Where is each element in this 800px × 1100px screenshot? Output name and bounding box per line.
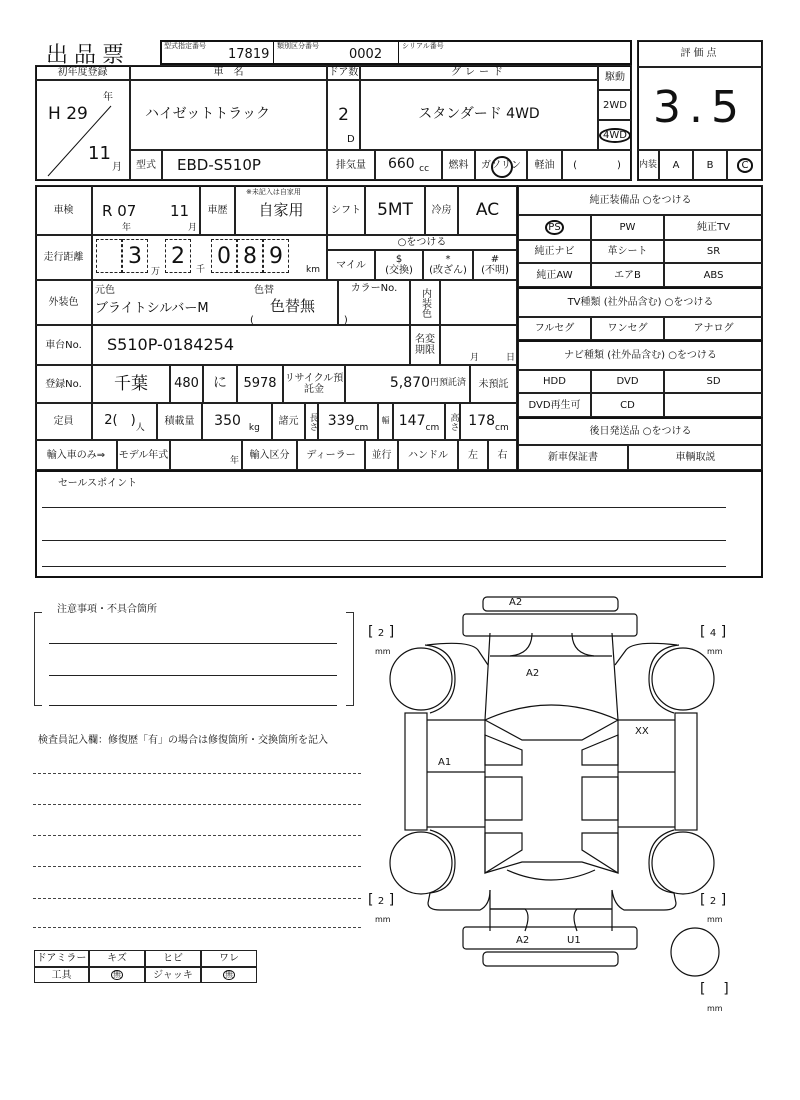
right-step [675, 713, 697, 830]
tv-analog: アナログ [664, 317, 763, 340]
equip-abs: ABS [664, 263, 763, 287]
original-color-label: 元色 [95, 285, 115, 296]
mirror-crack: ヒビ [145, 950, 201, 967]
first-reg-year: H 29 [48, 104, 88, 124]
shift-value: 5MT [365, 185, 425, 235]
month-unit: 月 [112, 162, 122, 173]
sheet-title: 出品票 [46, 43, 131, 68]
left-step [405, 713, 427, 830]
tread-front-right: [ 4 ] [700, 624, 727, 640]
mileage-label: 走行距離 [35, 235, 92, 280]
shaken-year-unit: 年 [122, 223, 132, 233]
shift-label: シフト [327, 185, 365, 235]
tools-label: 工具 [34, 967, 89, 983]
capacity-unit: 人 [135, 422, 145, 433]
model-year-unit: 年 [170, 440, 242, 470]
front-bumper-strip [483, 597, 618, 611]
equipment-header: 純正装備品 ○をつける [518, 185, 763, 215]
handle-right: 右 [488, 440, 517, 470]
mm-unit: mm [375, 915, 391, 924]
fuel-label: 燃料 [442, 150, 475, 180]
width-unit: cm [425, 422, 440, 433]
length-value: 339 [327, 412, 355, 429]
fuel-diesel: 軽油 [527, 150, 562, 180]
changed-color-label: 色替 [254, 285, 274, 296]
import-dealer: ディーラー [297, 440, 365, 470]
history-label: 車歴 [200, 185, 235, 235]
front-left-tire [390, 648, 452, 710]
mileage-digit: 9 [263, 239, 289, 273]
later-manual: 車輌取説 [628, 445, 763, 470]
history-note: ※未記入は自家用 [246, 188, 301, 196]
mileage-exchanged: $ (交換) [375, 250, 423, 280]
load-label: 積載量 [157, 403, 202, 440]
equip-aw: 純正AW [518, 263, 591, 287]
hood [485, 633, 618, 720]
tv-oneseg: ワンセグ [591, 317, 664, 340]
length-unit: cm [354, 422, 369, 433]
shaken-label: 車検 [35, 185, 92, 235]
recycle-label: リサイクル預託金 [283, 365, 345, 403]
tread-front-left: [ 2 ] [368, 624, 395, 640]
type-label: 型式 [130, 150, 162, 180]
tail-lights [490, 909, 612, 931]
left-doors [427, 720, 485, 827]
shaken-year: R 07 [102, 202, 137, 220]
not-deposited: 未預託 [470, 365, 517, 403]
displacement-label: 排気量 [327, 150, 375, 180]
navi-hdd: HDD [518, 370, 591, 393]
navi-header: ナビ種類 (社外品含む) ○をつける [518, 340, 763, 370]
recycle-amount: 5,870 [389, 375, 430, 392]
load-value: 350 [214, 412, 241, 429]
equip-pw: PW [591, 215, 664, 240]
mm-unit: mm [375, 647, 391, 656]
rear-right-tire [652, 832, 714, 894]
mm-unit: mm [707, 647, 723, 656]
mirror-broken: ワレ [201, 950, 257, 967]
displacement-value: 660 [387, 156, 415, 173]
equip-ps-circled: PS [545, 220, 563, 235]
mark-left-side: A1 [438, 757, 452, 768]
chassis-label: 車台No. [35, 325, 92, 365]
capacity-label: 定員 [35, 403, 92, 440]
displacement-unit: cc [419, 164, 430, 175]
car-name-value: ハイゼットトラック [130, 80, 327, 150]
rear-left-tire [390, 832, 452, 894]
rear-right-fender [612, 830, 676, 910]
navi-dvd: DVD [591, 370, 664, 393]
height-unit: cm [495, 422, 509, 433]
notes-label: 注意事項・不具合箇所 [57, 604, 157, 615]
recycle-status: 円預託済 [429, 378, 466, 389]
doors-unit: D [347, 134, 355, 145]
later-header: 後日発送品 ○をつける [518, 417, 763, 445]
shaken-month-unit: 月 [188, 223, 198, 233]
history-value: 自家用 [235, 185, 327, 235]
equip-tv: 純正TV [664, 215, 763, 240]
drive-2wd: 2WD [598, 90, 632, 120]
jack-none: 無 [225, 969, 233, 979]
name-change-month: 月 [470, 353, 480, 363]
import-label: 輸入車のみ⇒ [35, 440, 117, 470]
navi-cd: CD [591, 393, 664, 417]
pillar-center [485, 777, 618, 820]
color-label: 外装色 [35, 280, 92, 325]
handle-left: 左 [458, 440, 488, 470]
mileage-mile: マイル [327, 250, 375, 280]
fuel-other: ( ) [562, 150, 632, 180]
spare-tire [671, 928, 719, 976]
registration-region: 千葉 [92, 365, 170, 403]
first-reg-label: 初年度登録 [35, 65, 130, 80]
grade-label: グレード [360, 65, 598, 80]
front-right-tire [652, 648, 714, 710]
sales-point-label: セールスポイント [58, 478, 138, 489]
drive-4wd-circled: 4WD [599, 128, 631, 143]
km-unit: km [306, 265, 320, 275]
mileage-digit: 8 [237, 239, 263, 273]
grade-value: スタンダード 4WD [360, 80, 598, 150]
capacity-value: 2( ) [104, 413, 136, 429]
dims-label: 諸元 [272, 403, 305, 440]
category-label: 類別区分番号 [277, 42, 319, 50]
mirror-label: ドアミラー [34, 950, 89, 967]
type-value: EBD-S510P [162, 150, 327, 180]
mark-rear-right: U1 [567, 935, 581, 946]
registration-label: 登録No. [35, 365, 92, 403]
equip-airbag: エアB [591, 263, 664, 287]
mileage-digit: 0 [211, 239, 237, 273]
ac-value: AC [458, 185, 517, 235]
mileage-unknown: # (不明) [473, 250, 517, 280]
changed-color-paren: ( ) [250, 315, 348, 326]
mileage-tampered: * (改ざん) [423, 250, 473, 280]
model-designation-value: 17819 [228, 47, 270, 62]
equip-navi: 純正ナビ [518, 240, 591, 263]
interior-grade-c-circled: C [737, 158, 754, 173]
rear-deck [490, 890, 612, 931]
interior-grade-a: A [659, 150, 693, 181]
model-designation-label: 型式指定番号 [164, 42, 206, 50]
front-bumper [463, 614, 637, 636]
rear-left-fender [428, 830, 490, 910]
mark-front-bumper: A2 [509, 597, 523, 608]
registration-kana: に [203, 365, 237, 403]
ac-label: 冷房 [425, 185, 458, 235]
registration-number: 5978 [237, 365, 283, 403]
equip-leather: 革シート [591, 240, 664, 263]
tread-rear-left: [ 2 ] [368, 892, 395, 908]
load-unit: kg [248, 422, 260, 433]
name-change-label: 名変期限 [410, 325, 440, 365]
rear-window [485, 862, 618, 880]
original-color-value: ブライトシルバーM [95, 301, 209, 316]
import-type-label: 輸入区分 [242, 440, 297, 470]
navi-sd: SD [664, 370, 763, 393]
mirror-scratch: キズ [89, 950, 145, 967]
roof-front [485, 720, 618, 740]
year-unit: 年 [103, 92, 113, 103]
tv-fullseg: フルセグ [518, 317, 591, 340]
equip-sr: SR [664, 240, 763, 263]
mileage-mark-label: ○をつける [327, 235, 517, 250]
model-year-label: モデル年式 [117, 440, 170, 470]
width-label: 幅 [378, 403, 393, 440]
name-change-day: 日 [506, 353, 516, 363]
length-label: 長さ [305, 403, 318, 440]
inspector-label: 検査員記入欄：修復歴「有」の場合は修復箇所・交換箇所を記入 [38, 735, 328, 746]
registration-class: 480 [170, 365, 203, 403]
mileage-digit: 3 [122, 239, 148, 273]
doors-label: ドア数 [328, 67, 359, 78]
tread-spare: [ ] [700, 981, 729, 997]
front-left-fender [425, 643, 488, 713]
rear-bumper-strip [483, 952, 618, 966]
tv-header: TV種類 (社外品含む) ○をつける [518, 287, 763, 317]
tools-none: 無 [113, 969, 121, 979]
mark-rear-left: A2 [516, 935, 530, 946]
mark-hood: A2 [526, 668, 540, 679]
serial-label: シリアル番号 [402, 42, 444, 50]
chassis-value: S510P-0184254 [92, 325, 410, 365]
interior-grade-label: 内装 [637, 150, 659, 181]
mileage-digit: 2 [165, 239, 191, 273]
mark-right-side: XX [635, 726, 649, 737]
height-label: 高さ [445, 403, 460, 440]
shaken-month: 11 [170, 202, 190, 220]
tread-rear-right: [ 2 ] [700, 892, 727, 908]
rear-bumper [463, 927, 637, 949]
first-reg-month: 11 [88, 143, 111, 164]
handle-label: ハンドル [398, 440, 458, 470]
import-parallel: 並行 [365, 440, 398, 470]
later-warranty: 新車保証書 [518, 445, 628, 470]
man-unit: 万 [151, 267, 161, 277]
category-value: 0002 [349, 47, 383, 62]
front-right-fender [615, 643, 679, 713]
sen-unit: 千 [196, 265, 206, 275]
interior-grade-b: B [693, 150, 727, 181]
changed-color-value: 色替無 [270, 297, 316, 315]
jack-label: ジャッキ [145, 967, 201, 983]
width-value: 147 [398, 412, 426, 429]
drive-label: 駆動 [598, 65, 632, 90]
score-label: 評価点 [637, 40, 763, 67]
color-no-label: カラーNo. [338, 280, 410, 325]
car-name-label: 車 名 [130, 65, 327, 80]
interior-color-label: 内装色 [410, 280, 440, 325]
mm-unit: mm [707, 1004, 723, 1013]
mm-unit: mm [707, 915, 723, 924]
fuel-gasoline-text: ガソリン [481, 159, 521, 171]
doors-value: 2 [327, 80, 360, 150]
windshield [485, 705, 618, 720]
height-value: 178 [468, 412, 495, 429]
score-value: 3.5 [637, 67, 763, 150]
navi-dvd-play: DVD再生可 [518, 393, 591, 417]
